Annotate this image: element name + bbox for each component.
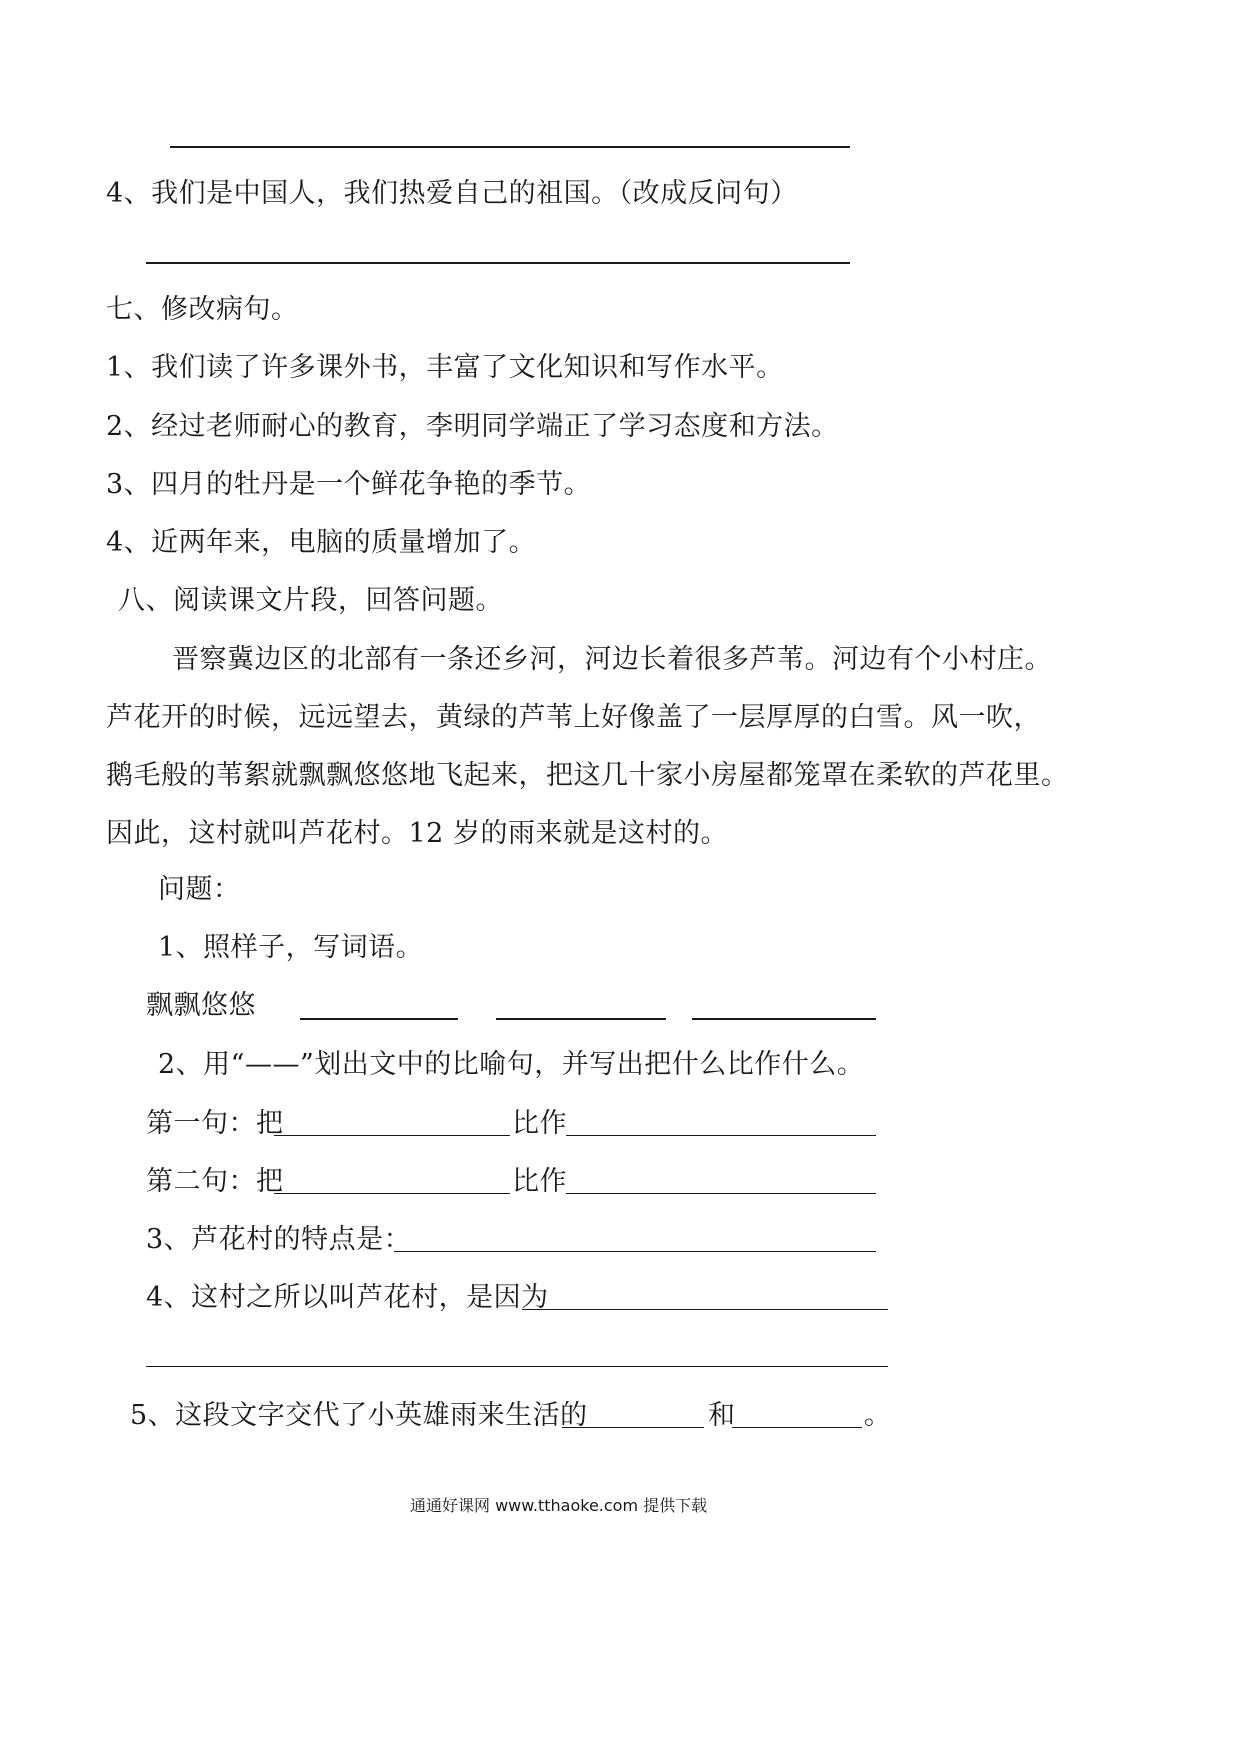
passage-line-2: 芦花开的时候，远远望去，黄绿的芦苇上好像盖了一层厚厚的白雪。风一吹， bbox=[106, 702, 1041, 733]
answer-line-q8-2-first-b bbox=[566, 1135, 876, 1136]
q8-2-first-compare: 比作 bbox=[512, 1108, 567, 1139]
section-7-item-2: 2、经过老师耐心的教育，李明同学端正了学习态度和方法。 bbox=[106, 411, 839, 442]
answer-line-q8-3 bbox=[394, 1251, 876, 1252]
q8-2-first-label: 第一句：把 bbox=[146, 1108, 284, 1139]
question-8-5-end: 。 bbox=[864, 1400, 892, 1431]
question-8-1: 1、照样子，写词语。 bbox=[158, 932, 424, 963]
question-8-2: 2、用“——”划出文中的比喻句，并写出把什么比作什么。 bbox=[158, 1049, 865, 1080]
question-8-3: 3、芦花村的特点是： bbox=[146, 1224, 412, 1255]
section-7-item-3: 3、四月的牡丹是一个鲜花争艳的季节。 bbox=[106, 469, 592, 500]
question-8-4: 4、这村之所以叫芦花村，是因为 bbox=[146, 1282, 549, 1313]
answer-line-q8-4-a bbox=[522, 1309, 888, 1310]
answer-line-q8-2-second-a bbox=[274, 1193, 510, 1194]
question-8-5-prefix: 5、这段文字交代了小英雄雨来生活的 bbox=[130, 1400, 588, 1431]
passage-line-1: 晋察冀边区的北部有一条还乡河，河边长着很多芦苇。河边有个小村庄。 bbox=[172, 644, 1052, 675]
answer-line-q6-4 bbox=[146, 262, 850, 264]
q8-2-second-label: 第二句：把 bbox=[146, 1166, 284, 1197]
answer-line-q8-5-a bbox=[562, 1427, 704, 1428]
answer-line-q8-4-b bbox=[146, 1366, 888, 1367]
section-7-item-1: 1、我们读了许多课外书，丰富了文化知识和写作水平。 bbox=[106, 352, 784, 383]
answer-line-q8-1-a bbox=[300, 1018, 458, 1020]
q8-2-second-compare: 比作 bbox=[512, 1166, 567, 1197]
answer-line-q8-2-first-a bbox=[274, 1135, 510, 1136]
answer-line-q8-2-second-b bbox=[566, 1193, 876, 1194]
question-6-4: 4、我们是中国人，我们热爱自己的祖国。（改成反问句） bbox=[106, 178, 798, 209]
question-8-5-and: 和 bbox=[708, 1400, 736, 1431]
answer-line-q8-1-b bbox=[496, 1018, 666, 1020]
section-7-item-4: 4、近两年来，电脑的质量增加了。 bbox=[106, 527, 537, 558]
answer-line-q6-3 bbox=[170, 146, 850, 148]
answer-line-q8-5-b bbox=[732, 1427, 862, 1428]
passage-line-3: 鹅毛般的苇絮就飘飘悠悠地飞起来，把这几十家小房屋都笼罩在柔软的芦花里。 bbox=[106, 760, 1069, 791]
answer-line-q8-1-c bbox=[692, 1018, 876, 1020]
passage-line-4: 因此，这村就叫芦花村。12 岁的雨来就是这村的。 bbox=[106, 818, 728, 849]
footer-source: 通通好课网 www.tthaoke.com 提供下载 bbox=[410, 1496, 708, 1515]
questions-label: 问题： bbox=[158, 874, 241, 905]
section-8-title: 八、阅读课文片段，回答问题。 bbox=[118, 585, 503, 616]
section-7-title: 七、修改病句。 bbox=[106, 294, 299, 325]
question-8-1-example: 飘飘悠悠 bbox=[146, 990, 256, 1021]
